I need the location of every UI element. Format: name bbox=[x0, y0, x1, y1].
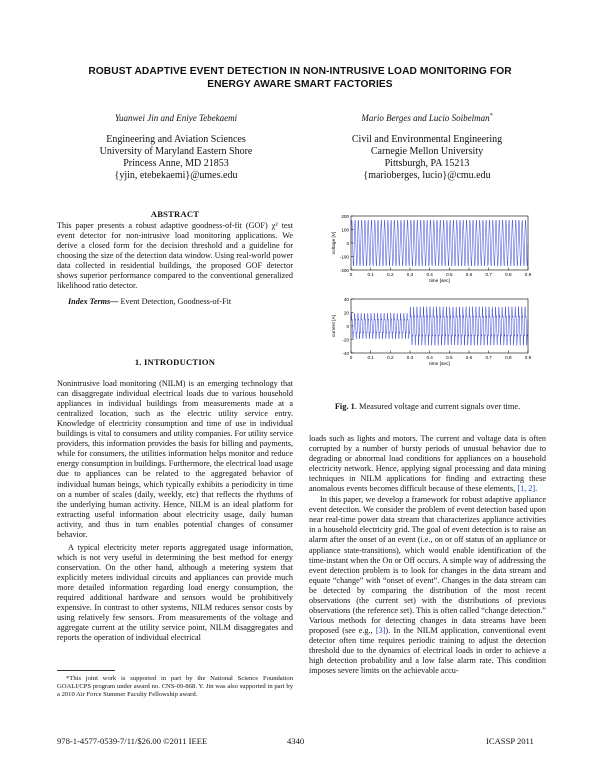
footnote-rule bbox=[57, 670, 115, 671]
current-xtick-label: 0.6 bbox=[465, 355, 473, 360]
right-author-names bbox=[308, 113, 546, 123]
voltage-plot bbox=[331, 214, 532, 284]
current-ytick-label: -40 bbox=[342, 350, 349, 356]
index-terms-text: Event Detection, Goodness-of-Fit bbox=[118, 297, 232, 307]
current-ylabel: current [A] bbox=[332, 314, 337, 338]
figure-1 bbox=[309, 206, 546, 386]
voltage-xtick-label: 0.4 bbox=[426, 272, 433, 277]
right-univ: Carnegie Mellon University bbox=[370, 146, 484, 157]
right-paragraph-1-text: loads such as lights and motors. The current and voltage data is often corrupted by a number of bursty periods of unusual behavior due to degrading or abnormal load conditions for appliances on a household electricity network. Hence, applying signal processing and data mining techniques in NILM applications for finding and extracting these anomalous events becomes difficult because of these elements, bbox=[309, 434, 546, 494]
abstract-section bbox=[57, 209, 293, 307]
paper-title bbox=[40, 65, 560, 91]
figure-caption bbox=[309, 402, 546, 412]
current-xtick-label: 0.1 bbox=[367, 355, 374, 360]
current-xlabel: time [sec] bbox=[429, 362, 450, 367]
voltage-xtick-label: 0.6 bbox=[465, 272, 473, 277]
right-affiliation bbox=[308, 134, 546, 182]
voltage-xtick-label: 0 bbox=[349, 272, 353, 277]
figure-caption-text: . Measured voltage and current signals over time. bbox=[354, 402, 521, 411]
voltage-xtick-label: 0.1 bbox=[367, 272, 374, 277]
current-xtick-label: 0.5 bbox=[446, 355, 453, 360]
voltage-xtick-label: 0.9 bbox=[524, 272, 532, 277]
footer-page-number: 4340 bbox=[287, 736, 305, 746]
voltage-xlabel: time [sec] bbox=[429, 279, 450, 284]
right-email: {marioberges, lucio}@cmu.edu bbox=[363, 170, 491, 181]
voltage-ylabel: voltage [V] bbox=[332, 231, 337, 255]
citation-1-2[interactable]: [1, 2] bbox=[517, 484, 536, 494]
voltage-ytick-label: 100 bbox=[341, 227, 349, 233]
voltage-series-line bbox=[351, 220, 528, 266]
left-city: Princess Anne, MD 21853 bbox=[123, 158, 229, 169]
introduction-section bbox=[57, 357, 293, 643]
right-paragraph-2 bbox=[309, 495, 546, 676]
current-ytick-label: -20 bbox=[342, 337, 349, 343]
footer-venue: ICASSP 2011 bbox=[486, 736, 534, 746]
current-xtick-label: 0.4 bbox=[426, 355, 433, 360]
right-paragraph-1 bbox=[309, 434, 546, 494]
footer-isbn: 978-1-4577-0539-7/11/$26.00 ©2011 IEEE bbox=[57, 736, 208, 746]
voltage-ytick-label: 200 bbox=[341, 213, 349, 219]
voltage-ytick-label: -100 bbox=[339, 254, 349, 260]
current-ytick-label: 0 bbox=[346, 323, 349, 329]
current-xtick-label: 0.9 bbox=[524, 355, 532, 360]
left-univ: University of Maryland Eastern Shore bbox=[99, 146, 253, 157]
left-dept: Engineering and Aviation Sciences bbox=[106, 134, 246, 145]
intro-heading: 1. INTRODUCTION bbox=[134, 357, 216, 367]
right-column-text bbox=[309, 434, 546, 676]
citation-3[interactable]: [3] bbox=[375, 625, 386, 635]
right-dept: Civil and Environmental Engineering bbox=[351, 134, 503, 145]
current-xtick-label: 0.7 bbox=[485, 355, 492, 360]
current-series-line bbox=[351, 307, 528, 346]
voltage-xtick-label: 0.3 bbox=[406, 272, 414, 277]
left-email: {yjin, etebekaemi}@umes.edu bbox=[114, 170, 238, 181]
voltage-xtick-label: 0.8 bbox=[505, 272, 512, 277]
intro-paragraph-1: Nonintrusive load monitoring (NILM) is an emerging technology that can disaggregate individual electrical loads due to various household appliances in individual buildings from measurements made at a centralized location, such as the electric utility service entry. Knowledge of electricity consumption and time of use in individual buildings is vital to consumers and utility companies. For utility service providers, this information provides the basis for billing and payments, while for consumers, the utilities information helps monitor and reduce energy consumption in buildings. Furthermore, the electrical load usage due to appliances can be related to the aggregated behavior of individual human beings, which typically exhibits a periodicity in time on a number of scales (daily, weekly, etc) that reflects the rhythms of the underlying human activity. Hence, NILM is an ideal platform for extracting useful information about electricity usage, daily human activity, and thus in turn enables potential changes of consumer behavior. bbox=[57, 379, 293, 539]
right-paragraph-2-a: In this paper, we develop a framework for robust adaptive appliance event detection. We consider the problem of event detection based upon near real-time power data stream that characterizes appliance activities in a household electricity grid. The goal of event detection is to raise an alarm after the onset of an event (i.e., on or off status of an appliance or appliance state-transitions), which would enable identification of the time-instant when the On or Off occurs. A simple way of addressing the event detection problem is to look for changes in the data stream and equate “change” with “onset of event”. Changes in the data stream can be detected by comparing the distribution of the most recent observations (the current set) with the distributions of previous observations (the reference set). This is often called “change detection.” Various methods for detecting changes in data streams have been proposed (see e.g., bbox=[309, 495, 546, 635]
right-paragraph-1-end: . bbox=[535, 484, 538, 494]
voltage-ytick-label: -200 bbox=[339, 267, 349, 273]
current-ytick-label: 20 bbox=[343, 310, 349, 316]
current-xtick-label: 0.3 bbox=[406, 355, 414, 360]
voltage-ytick-label: 0 bbox=[346, 240, 349, 246]
abstract-text: This paper presents a robust adaptive goodness-of-fit (GOF) χ² test event detector for non-intrusive load monitoring applications. We derive a closed form for the decision threshold and a guideline for choosing the size of the detection data window. Using real-world power data collected in residential buildings, the proposed GOF detector shows superior performance compared to the conventional generalized likelihood ratio detector. bbox=[57, 221, 293, 291]
author-footnote-mark: * bbox=[489, 113, 493, 119]
right-city: Pittsburgh, PA 15213 bbox=[384, 158, 470, 169]
current-xtick-label: 0.8 bbox=[505, 355, 512, 360]
voltage-xtick-label: 0.7 bbox=[485, 272, 492, 277]
left-author-names: Yuanwei Jin and Eniye Tebekaemi bbox=[114, 113, 238, 123]
index-terms bbox=[57, 297, 293, 307]
right-author-names-text: Mario Berges and Lucio Soibelman bbox=[361, 113, 490, 123]
abstract-heading: ABSTRACT bbox=[150, 209, 200, 219]
title-line-2: ENERGY AWARE SMART FACTORIES bbox=[207, 79, 393, 90]
current-xtick-label: 0.2 bbox=[387, 355, 394, 360]
voltage-xtick-label: 0.2 bbox=[387, 272, 394, 277]
current-xtick-label: 0 bbox=[349, 355, 353, 360]
footnote: *This joint work is supported in part by the National Science Foundation GOALI/CPS program under award no. CNS-09-868. Y. Jin was also supported in part by a 2010 Air Force Summer Faculty Fellowship award. bbox=[57, 675, 293, 698]
current-plot bbox=[331, 297, 532, 367]
index-terms-label: Index Terms— bbox=[68, 297, 119, 307]
title-line-1: ROBUST ADAPTIVE EVENT DETECTION IN NON-INTRUSIVE LOAD MONITORING FOR bbox=[88, 66, 512, 77]
right-paragraph-2-b: ). In the NILM application, conventional event detector often time requires periodic training to adjust the detection threshold due to the dynamics of electrical loads in order to achieve a high detection probability and a low false alarm rate. This condition imposes severe limits on the achievable accu- bbox=[309, 625, 546, 676]
intro-paragraph-2: A typical electricity meter reports aggregated usage information, which is not very useful in determining the best method for energy conservation. On the other hand, although a metering system that explicitly meters individual circuits and appliances can provide much more detailed information regarding load energy consumption, the required additional hardware and sensors would be prohibitively expensive. In contrast to other systems, NILM reduces sensor costs by using relatively few sensors. From measurements of the voltage and aggregate current at the utility service point, NILM disaggregates and reports the operation of individual electrical bbox=[57, 542, 293, 643]
left-affiliation bbox=[57, 134, 295, 182]
current-ytick-label: 40 bbox=[343, 296, 349, 302]
figure-label: Fig. 1 bbox=[334, 402, 355, 411]
voltage-xtick-label: 0.5 bbox=[446, 272, 453, 277]
